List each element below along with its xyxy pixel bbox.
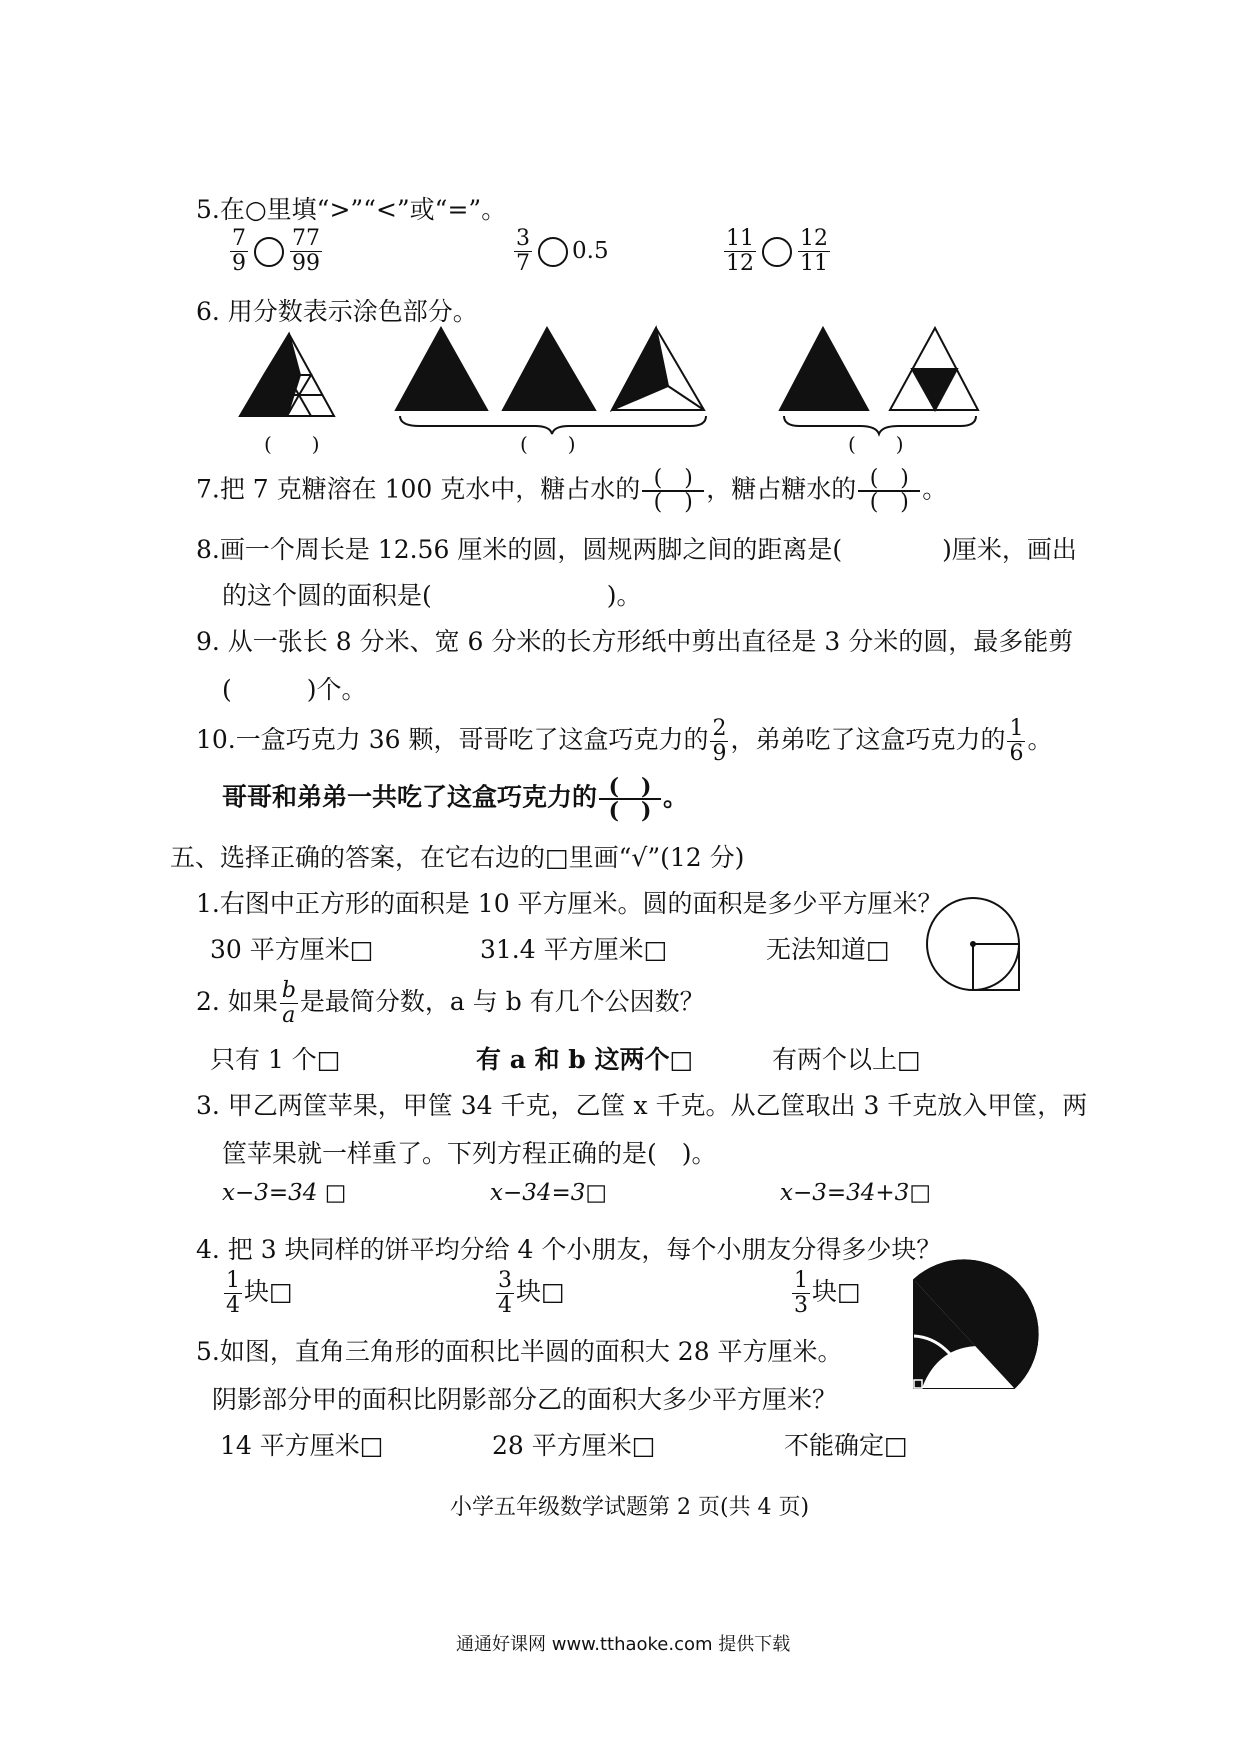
choice-3-option-a[interactable]: x−3=34 □ — [222, 1180, 347, 1206]
fraction: $\frac{2}{9}$ — [712, 716, 727, 766]
fraction: $\frac{11}{12}$ — [726, 226, 754, 276]
q5-item-2: $\frac{3}{7}$ 0.5 — [516, 226, 609, 276]
choice-1-option-a[interactable]: 30 平方厘米□ — [210, 935, 374, 964]
choice-5-line-1: 5.如图，直角三角形的面积比半圆的面积大 28 平方厘米。 — [196, 1337, 843, 1366]
fraction: $\frac{77}{99}$ — [292, 226, 320, 276]
choice-2-option-c[interactable]: 有两个以上□ — [772, 1045, 921, 1074]
circle-square-figure — [926, 896, 1026, 996]
choice-2-question: 2. 如果 $\frac{b}{a}$ 是最简分数，a 与 b 有几个公因数？ — [196, 978, 705, 1028]
choice-4-option-a[interactable]: $\frac{1}{4}$ 块□ — [226, 1268, 293, 1318]
triangle-figure-2 — [396, 328, 704, 410]
q6-triangle-figures — [0, 0, 1240, 460]
q6-answer-blank-2[interactable]: ( ) — [520, 432, 576, 456]
triangle-figure-3 — [780, 328, 978, 410]
choice-1-question: 1.右图中正方形的面积是 10 平方厘米。圆的面积是多少平方厘米？ — [196, 889, 943, 918]
q8-line-1: 8.画一个周长是 12.56 厘米的圆，圆规两脚之间的距离是( )厘米，画出 — [196, 535, 1077, 564]
q9-line-1: 9. 从一张长 8 分米、宽 6 分米的长方形纸中剪出直径是 3 分米的圆，最多能剪 — [196, 627, 1074, 656]
choice-2-option-a[interactable]: 只有 1 个□ — [210, 1045, 341, 1074]
fraction-blank[interactable]: ( ) ( ) — [858, 468, 920, 514]
choice-4-question: 4. 把 3 块同样的饼平均分给 4 个小朋友，每个小朋友分得多少块？ — [196, 1235, 942, 1264]
choice-3-option-c[interactable]: x−3=34+3□ — [780, 1180, 932, 1206]
choice-3-line-1: 3. 甲乙两筐苹果，甲筐 34 千克，乙筐 x 千克。从乙筐取出 3 千克放入甲筐，两 — [196, 1091, 1088, 1120]
fraction: $\frac{b}{a}$ — [281, 978, 296, 1028]
choice-1-option-b[interactable]: 31.4 平方厘米□ — [480, 935, 668, 964]
fraction: $\frac{7}{9}$ — [232, 226, 246, 276]
choice-4-option-b[interactable]: $\frac{3}{4}$ 块□ — [498, 1268, 565, 1318]
fraction: $\frac{1}{3}$ — [794, 1268, 808, 1318]
triangle-semicircle-figure — [910, 1276, 1020, 1396]
q9-line-2: ( )个。 — [222, 675, 367, 704]
fraction-blank[interactable]: ( ) ( ) — [599, 776, 661, 822]
choice-2-option-b[interactable]: 有 a 和 b 这两个□ — [476, 1045, 694, 1074]
fraction: $\frac{3}{7}$ — [516, 226, 530, 276]
choice-5-option-c[interactable]: 不能确定□ — [784, 1431, 908, 1460]
q10-line-2: 哥哥和弟弟一共吃了这盒巧克力的 ( ) ( ) 。 — [222, 774, 689, 824]
q6-answer-blank-1[interactable]: ( ) — [264, 432, 320, 456]
section-5-title: 五、选择正确的答案，在它右边的□里画“√”(12 分) — [170, 843, 745, 872]
choice-3-option-b[interactable]: x−34=3□ — [490, 1180, 608, 1206]
page-footer: 小学五年级数学试题第 2 页(共 4 页) — [450, 1495, 810, 1520]
watermark-text: 通通好课网 www.tthaoke.com 提供下载 — [456, 1634, 791, 1655]
triangle-figure-1 — [240, 334, 334, 416]
choice-4-option-c[interactable]: $\frac{1}{3}$ 块□ — [794, 1268, 861, 1318]
choice-5-line-2: 阴影部分甲的面积比阴影部分乙的面积大多少平方厘米？ — [212, 1385, 838, 1414]
q8-line-2: 的这个圆的面积是( )。 — [222, 581, 642, 610]
choice-5-option-b[interactable]: 28 平方厘米□ — [492, 1431, 656, 1460]
fraction: $\frac{3}{4}$ — [498, 1268, 512, 1318]
choice-5-option-a[interactable]: 14 平方厘米□ — [220, 1431, 384, 1460]
q5-prompt: 5.在○里填“>”“<”或“=”。 — [196, 195, 507, 224]
q6-prompt: 6. 用分数表示涂色部分。 — [196, 297, 478, 326]
fraction: $\frac{12}{11}$ — [800, 226, 828, 276]
fraction: $\frac{1}{4}$ — [226, 1268, 240, 1318]
choice-1-option-c[interactable]: 无法知道□ — [766, 935, 890, 964]
fraction: $\frac{1}{6}$ — [1009, 716, 1024, 766]
q6-answer-blank-3[interactable]: ( ) — [848, 432, 904, 456]
q7-prompt: 7.把 7 克糖溶在 100 克水中，糖占水的 ( ) ( ) ，糖占糖水的 ( ) ( ) 。 — [196, 466, 948, 515]
fraction-blank[interactable]: ( ) ( ) — [642, 468, 704, 514]
choice-3-line-2: 筐苹果就一样重了。下列方程正确的是( )。 — [222, 1139, 717, 1168]
q10-line-1: 10.一盒巧克力 36 颗，哥哥吃了这盒巧克力的 $\frac{2}{9}$ ，弟弟吃了这盒巧克力的 $\frac{1}{6}$ 。 — [196, 716, 1053, 766]
